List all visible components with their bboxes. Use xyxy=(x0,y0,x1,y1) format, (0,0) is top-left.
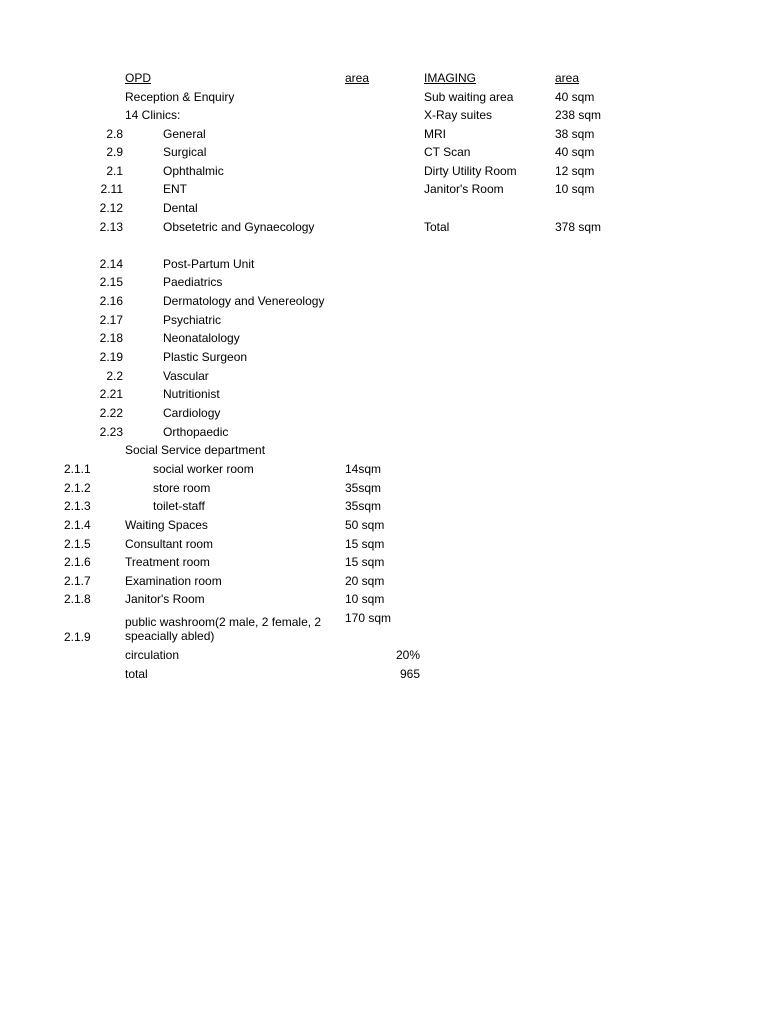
clinic-number: 2.16 xyxy=(99,294,123,308)
clinic-number: 2.14 xyxy=(99,257,123,271)
room-name: toilet-staff xyxy=(153,499,205,513)
clinic-name: Ophthalmic xyxy=(163,164,224,178)
imaging-room-area: 12 sqm xyxy=(555,164,595,178)
table-row xyxy=(0,218,768,236)
table-row xyxy=(0,460,768,478)
room-area: 50 sqm xyxy=(345,518,385,532)
table-row xyxy=(0,553,768,571)
social-service-heading: Social Service department xyxy=(125,443,266,457)
imaging-heading: IMAGING xyxy=(424,71,477,85)
clinic-name: General xyxy=(163,127,206,141)
circulation-label: circulation xyxy=(125,648,180,662)
room-number: 2.1.8 xyxy=(64,592,91,606)
clinic-name: Dermatology and Venereology xyxy=(163,294,325,308)
room-number: 2.1.4 xyxy=(64,518,91,532)
table-row xyxy=(0,497,768,515)
total-label: total xyxy=(125,667,148,681)
clinic-number: 2.1 xyxy=(106,164,123,178)
clinic-number: 2.8 xyxy=(106,127,123,141)
clinic-number: 2.2 xyxy=(106,369,123,383)
table-row xyxy=(0,385,768,403)
room-name: Treatment room xyxy=(125,555,210,569)
room-number: 2.1.2 xyxy=(64,481,91,495)
clinic-number: 2.13 xyxy=(99,220,123,234)
room-name: Examination room xyxy=(125,574,222,588)
table-row xyxy=(0,535,768,553)
table-row xyxy=(0,516,768,534)
imaging-room-name: MRI xyxy=(424,127,446,141)
table-row xyxy=(0,609,768,647)
table-row xyxy=(0,423,768,441)
room-number: 2.1.9 xyxy=(64,630,91,644)
table-row xyxy=(0,143,768,161)
table-row xyxy=(0,292,768,310)
imaging-room-area: 40 sqm xyxy=(555,145,595,159)
imaging-room-name: CT Scan xyxy=(424,145,471,159)
room-area: 20 sqm xyxy=(345,574,385,588)
table-row xyxy=(0,367,768,385)
clinic-number: 2.22 xyxy=(99,406,123,420)
clinic-name: Orthopaedic xyxy=(163,425,229,439)
imaging-room-name: Dirty Utility Room xyxy=(424,164,517,178)
clinic-name: Dental xyxy=(163,201,198,215)
room-name: Janitor's Room xyxy=(125,592,205,606)
table-row xyxy=(0,348,768,366)
clinic-number: 2.21 xyxy=(99,387,123,401)
table-row xyxy=(0,590,768,608)
table-row xyxy=(0,665,768,683)
table-row xyxy=(0,572,768,590)
clinic-number: 2.19 xyxy=(99,350,123,364)
imaging-area-heading: area xyxy=(555,71,580,85)
clinic-number: 2.9 xyxy=(106,145,123,159)
clinic-name: ENT xyxy=(163,182,187,196)
room-number: 2.1.7 xyxy=(64,574,91,588)
clinic-number: 2.18 xyxy=(99,331,123,345)
table-row xyxy=(0,88,768,106)
table-row xyxy=(0,329,768,347)
table-row xyxy=(0,404,768,422)
imaging-total-value: 378 sqm xyxy=(555,220,602,234)
table-row xyxy=(0,199,768,217)
room-area: 15 sqm xyxy=(345,555,385,569)
clinic-name: Vascular xyxy=(163,369,209,383)
clinic-name: Plastic Surgeon xyxy=(163,350,248,364)
table-row xyxy=(0,255,768,273)
opd-area-heading: area xyxy=(345,71,370,85)
room-number: 2.1.6 xyxy=(64,555,91,569)
table-row xyxy=(0,646,768,664)
imaging-room-area: 40 sqm xyxy=(555,90,595,104)
room-number: 2.1.1 xyxy=(64,462,91,476)
table-row xyxy=(0,106,768,124)
room-name: public washroom(2 male, 2 female, 2 speacially abled) xyxy=(125,615,322,643)
clinic-name: Post-Partum Unit xyxy=(163,257,255,271)
room-area: 35sqm xyxy=(345,499,382,513)
room-area: 14sqm xyxy=(345,462,382,476)
room-number: 2.1.5 xyxy=(64,537,91,551)
clinic-number: 2.23 xyxy=(99,425,123,439)
room-area: 35sqm xyxy=(345,481,382,495)
imaging-room-area: 10 sqm xyxy=(555,182,595,196)
imaging-room-area: 238 sqm xyxy=(555,108,602,122)
table-row xyxy=(0,180,768,198)
table-row xyxy=(0,311,768,329)
room-area: 170 sqm xyxy=(345,611,392,625)
opd-heading: OPD xyxy=(125,71,152,85)
imaging-total-label: Total xyxy=(424,220,450,234)
header-row xyxy=(0,69,768,87)
clinic-name: Surgical xyxy=(163,145,207,159)
clinic-number: 2.11 xyxy=(100,182,123,196)
clinic-name: Cardiology xyxy=(163,406,221,420)
table-row xyxy=(0,441,768,459)
imaging-room-area: 38 sqm xyxy=(555,127,595,141)
table-row xyxy=(0,479,768,497)
clinic-name: Nutritionist xyxy=(163,387,220,401)
clinics-heading: 14 Clinics: xyxy=(125,108,181,122)
clinic-name: Obsetetric and Gynaecology xyxy=(163,220,315,234)
table-row xyxy=(0,273,768,291)
imaging-room-name: Janitor's Room xyxy=(424,182,504,196)
clinic-name: Neonatalology xyxy=(163,331,240,345)
room-name: Waiting Spaces xyxy=(125,518,208,532)
room-name: social worker room xyxy=(153,462,254,476)
clinic-name: Psychiatric xyxy=(163,313,222,327)
clinic-number: 2.12 xyxy=(99,201,123,215)
reception-label: Reception & Enquiry xyxy=(125,90,235,104)
table-row xyxy=(0,125,768,143)
circulation-value: 20% xyxy=(395,648,420,662)
total-value: 965 xyxy=(399,667,420,681)
imaging-room-name: Sub waiting area xyxy=(424,90,514,104)
room-name: store room xyxy=(153,481,211,495)
clinic-number: 2.15 xyxy=(99,275,123,289)
room-name: Consultant room xyxy=(125,537,214,551)
clinic-number: 2.17 xyxy=(99,313,123,327)
clinic-name: Paediatrics xyxy=(163,275,223,289)
room-number: 2.1.3 xyxy=(64,499,91,513)
room-area: 15 sqm xyxy=(345,537,385,551)
room-area: 10 sqm xyxy=(345,592,385,606)
imaging-room-name: X-Ray suites xyxy=(424,108,493,122)
table-row xyxy=(0,162,768,180)
